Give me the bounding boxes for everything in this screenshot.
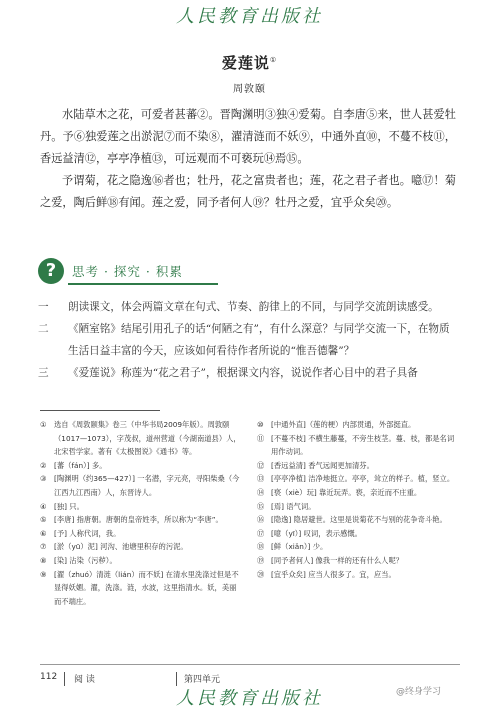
footnote-number: ④ <box>40 501 47 511</box>
footnote-item <box>257 568 460 582</box>
footnote-text: [染] 沾染（污秽）。 <box>54 555 117 565</box>
footnote-item <box>257 500 460 514</box>
essay-paragraph: 水陆草木之花，可爱者甚蕃②。晋陶渊明③独④爱菊。自李唐⑤来，世人甚爱牡丹。予⑥独爱莲之出淤泥⑦而不染⑧，濯清涟而不妖⑨，中通外直⑩，不蔓不枝⑪，香远益清⑫，亭亭净植⑬，可远观而不可亵玩⑭焉⑮。 <box>40 108 456 165</box>
footnote-number: ⑪ <box>257 433 265 443</box>
question-mark-icon: ? <box>38 258 64 284</box>
footnote-text: [不蔓不枝] 不横生藤蔓，不旁生枝茎。蔓、枝，都是名词用作动词。 <box>271 433 455 457</box>
footnotes <box>40 418 460 608</box>
question-item <box>38 362 458 384</box>
footnote-text: [噫（yī）] 叹词，表示感慨。 <box>271 528 362 538</box>
question-text: 朗读课文，体会两篇文章在句式、节奏、韵律上的不同，与同学交流朗读感受。 <box>68 301 439 313</box>
footnote-number: ⑫ <box>257 460 265 470</box>
footnote-number: ② <box>40 460 47 470</box>
footnote-item <box>40 459 243 473</box>
footnote-text: [亵（xiè）玩] 靠近玩弄。亵，亲近而不庄重。 <box>271 487 422 497</box>
footnote-number: ⑯ <box>257 515 265 525</box>
footnote-text: [淤（yū）泥] 河沟、池塘里积存的污泥。 <box>54 542 188 552</box>
publisher-logo: 人民教育出版社 <box>176 6 323 27</box>
publisher-logo-footer: 人民教育出版社 <box>176 688 323 709</box>
question-item <box>38 318 458 362</box>
footnote-number: ⑳ <box>257 569 265 579</box>
footnote-number: ⑧ <box>40 555 47 565</box>
footnote-number: ⑩ <box>257 420 264 429</box>
essay-paragraph: 予谓菊，花之隐逸⑯者也；牡丹，花之富贵者也；莲，花之君子者也。噫⑰！菊之爱，陶后鲜⑱有闻。莲之爱，同予者何人⑲？牡丹之爱，宜乎众矣⑳。 <box>40 174 456 209</box>
question-item <box>38 296 458 318</box>
footnote-item <box>40 500 243 514</box>
footnote-item <box>257 459 460 473</box>
footnote-item <box>40 472 243 499</box>
footnote-item <box>40 540 243 554</box>
footnote-text: [同予者何人] 像我一样的还有什么人呢？ <box>271 555 404 565</box>
footnote-text: 选自《周敦颐集》卷三（中华书局2009年版）。周敦颐（1017—1073），字茂叔，道州营道（今湖南道县）人，北宋哲学家。著有《太极图说》《通书》等。 <box>54 420 241 457</box>
footnote-text: [鲜（xiǎn）] 少。 <box>271 542 328 552</box>
footnote-item <box>40 568 243 609</box>
question-list <box>38 296 458 384</box>
footnote-number: ⑱ <box>257 542 265 552</box>
footnote-item <box>257 513 460 527</box>
footnote-text: [宜乎众矣] 应当人很多了。宜，应当。 <box>271 569 396 579</box>
question-number: 三 <box>38 367 49 379</box>
footnote-item <box>257 472 460 486</box>
footnote-divider <box>40 410 160 411</box>
footer-divider <box>40 664 460 665</box>
footnote-text: [陶渊明（约365—427）] 一名潜，字元亮，寻阳柴桑（今江西九江西南）人，东晋诗人。 <box>54 474 240 497</box>
footnote-number: ③ <box>40 474 47 484</box>
footnote-item <box>40 513 243 527</box>
footnote-item <box>40 554 243 568</box>
watermark: @终身学习 <box>396 687 442 697</box>
footnote-number: ⑦ <box>40 542 47 552</box>
question-number: 一 <box>38 301 49 313</box>
footnote-number: ⑰ <box>257 528 265 538</box>
footnote-number: ⑮ <box>257 501 265 511</box>
essay-body <box>40 104 456 214</box>
section-underline <box>68 283 218 285</box>
footnote-item <box>257 486 460 500</box>
footnote-number: ⑲ <box>257 555 265 565</box>
footnote-text: [香远益清] 香气远闻更加清芬。 <box>271 460 374 470</box>
question-number: 二 <box>38 323 49 335</box>
footnote-item <box>257 432 460 459</box>
title-footnote-marker: ① <box>269 56 278 64</box>
footnote-item <box>257 527 460 541</box>
footnote-number: ⑭ <box>257 487 265 497</box>
unit-label: 第四单元 <box>184 675 221 685</box>
essay-author: 周敦颐 <box>233 84 266 95</box>
essay-title-text: 爱莲说 <box>221 54 270 72</box>
footnotes-right-column <box>257 418 460 608</box>
footnote-number: ⑬ <box>257 474 265 484</box>
footnote-item <box>257 554 460 568</box>
footnote-item <box>40 418 243 459</box>
section-title: 思考 · 探究 · 积累 <box>72 264 183 279</box>
footnote-text: [蕃（fán）] 多。 <box>54 460 107 470</box>
footnote-text: [亭亭净植] 洁净地挺立。亭亭，耸立的样子。植，竖立。 <box>271 474 455 484</box>
footnote-item <box>257 540 460 554</box>
footnote-item <box>40 527 243 541</box>
footnote-number: ⑥ <box>40 528 47 538</box>
footnote-text: [隐逸] 隐居避世。这里是说菊花不与别的花争奇斗艳。 <box>271 515 447 525</box>
footnote-text: [予] 人称代词，我。 <box>54 528 121 538</box>
footnote-text: [濯（zhuó）清涟（lián）而不妖] 在清水里洗涤过但是不显得妖媚。濯，洗涤。涟，水波，这里指清水。妖，美丽而不端庄。 <box>54 569 239 606</box>
essay-title <box>0 52 499 73</box>
footnote-text: [李唐] 指唐朝。唐朝的皇帝姓李，所以称为“李唐”。 <box>54 515 223 525</box>
footnote-number: ⑤ <box>40 515 47 525</box>
footnote-number: ⑨ <box>40 569 47 579</box>
question-text: 《陋室铭》结尾引用孔子的话“何陋之有”，有什么深意？与同学交流一下，在物质生活日益丰富的今天，应该如何看待作者所说的“惟吾德馨”？ <box>68 323 450 357</box>
page-number: 112 <box>40 672 58 682</box>
question-text: 《爱莲说》称莲为“花之君子”，根据课文内容，说说作者心目中的君子具备 <box>68 367 418 379</box>
footnote-number: ① <box>40 420 47 429</box>
footnote-text: [独] 只。 <box>54 501 84 511</box>
footnote-text: [中通外直]（莲的梗）内部贯通，外部挺直。 <box>271 420 416 429</box>
footnotes-left-column <box>40 418 243 608</box>
footnote-text: [焉] 语气词。 <box>271 501 316 511</box>
section-header <box>38 256 218 286</box>
book-section: 阅 读 <box>74 675 95 685</box>
footnote-item <box>257 418 460 432</box>
